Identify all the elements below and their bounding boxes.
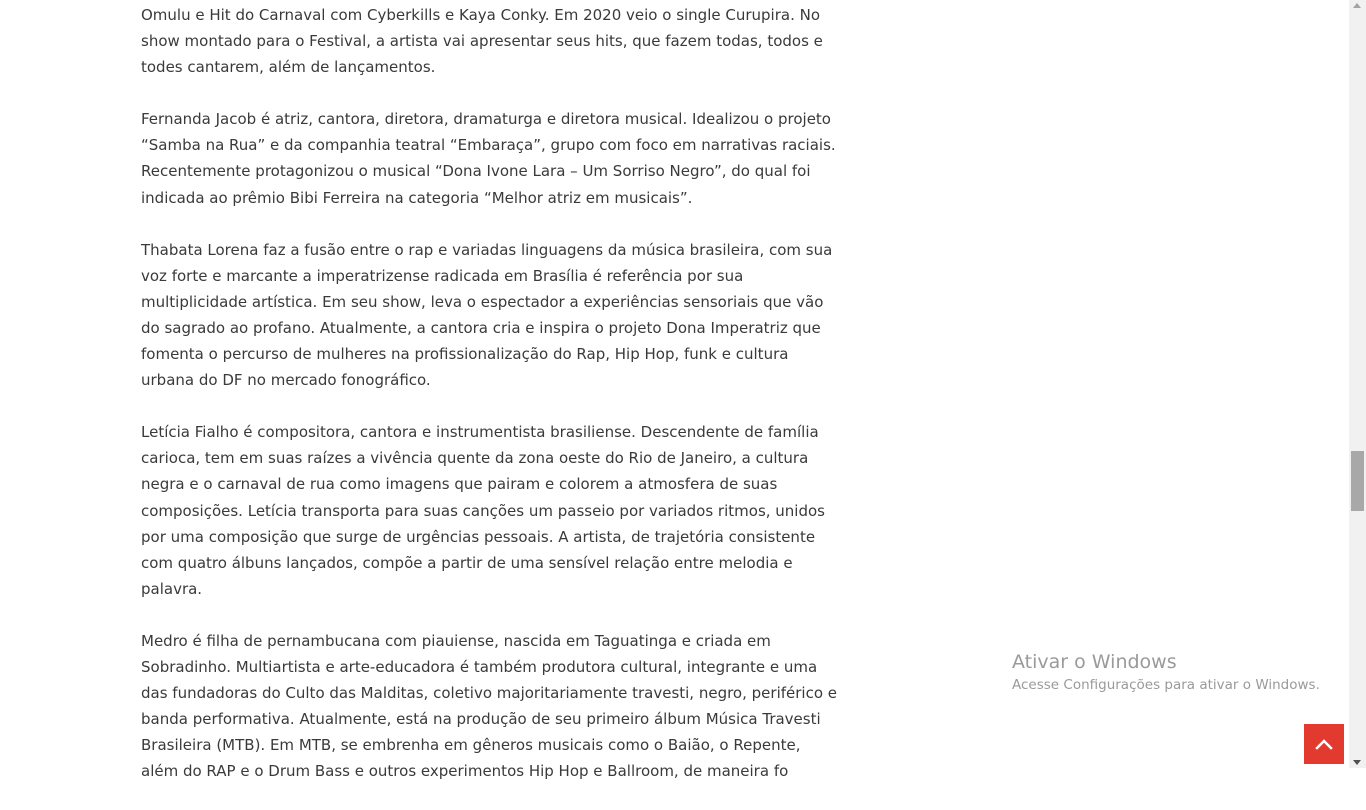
watermark-title: Ativar o Windows bbox=[1012, 651, 1177, 673]
paragraph-medro: Medro é filha de pernambucana com piauiense, nascida em Taguatinga e criada em Sobradinho. Multiartista e arte-educadora é também produtora cultural, integrante e uma das fundadoras do Culto das Malditas, coletivo majoritariamente travesti, negro, periférico e banda performativa. Atualmente, está na produção de seu primeiro álbum Música Travesti Brasileira (MTB). Em MTB, se embrenha em gêneros musicais como o Baião, o Repente, além do RAP e o Drum Bass e outros experimentos Hip Hop e Ballroom, de maneira fo bbox=[141, 631, 837, 781]
scroll-down-arrow-icon[interactable] bbox=[1353, 760, 1361, 765]
vertical-scrollbar[interactable] bbox=[1349, 0, 1366, 768]
article-body bbox=[141, 2, 841, 810]
paragraph-fernanda-jacob: Fernanda Jacob é atriz, cantora, diretora, dramaturga e diretora musical. Idealizou o projeto “Samba na Rua” e da companhia teatral “Embaraça”, grupo com foco em narrativas raciais. Recentemente protagonizou o musical “Dona Ivone Lara – Um Sorriso Negro”, do qual foi indicada ao prêmio Bibi Ferreira na categoria “Melhor atriz em musicais”. bbox=[141, 110, 836, 207]
paragraph-ludmilla: Omulu e Hit do Carnaval com Cyberkills e Kaya Conky. Em 2020 veio o single Curupira. No show montado para o Festival, a artista vai apresentar seus hits, que fazem todas, todos e todes cantarem, além de lançamentos. bbox=[141, 6, 823, 77]
watermark-subtitle: Acesse Configurações para ativar o Windows. bbox=[1012, 677, 1320, 693]
paragraph-thabata-lorena: Thabata Lorena faz a fusão entre o rap e variadas linguagens da música brasileira, com sua voz forte e marcante a imperatrizense radicada em Brasília é referência por sua multiplicidade artística. Em seu show, leva o espectador a experiências sensoriais que vão do sagrado ao profano. Atualmente, a cantora cria e inspira o projeto Dona Imperatriz que fomenta o percurso de mulheres na profissionalização do Rap, Hip Hop, funk e cultura urbana do DF no mercado fonográfico. bbox=[141, 240, 833, 390]
scroll-up-arrow-icon[interactable] bbox=[1353, 3, 1361, 8]
back-to-top-button[interactable] bbox=[1304, 724, 1344, 764]
chevron-up-icon bbox=[1314, 737, 1334, 751]
windows-activation-watermark bbox=[1012, 650, 1320, 696]
paragraph-leticia-fialho: Letícia Fialho é compositora, cantora e instrumentista brasiliense. Descendente de família carioca, tem em suas raízes a vivência quente da zona oeste do Rio de Janeiro, a cultura negra e o carnaval de rua como imagens que pairam e colorem a atmosfera de suas composições. Letícia transporta para suas canções um passeio por variados ritmos, unidos por uma composição que surge de urgências pessoais. A artista, de trajetória consistente com quatro álbuns lançados, compõe a partir de uma sensível relação entre melodia e palavra. bbox=[141, 423, 825, 598]
scrollbar-thumb[interactable] bbox=[1351, 451, 1364, 511]
